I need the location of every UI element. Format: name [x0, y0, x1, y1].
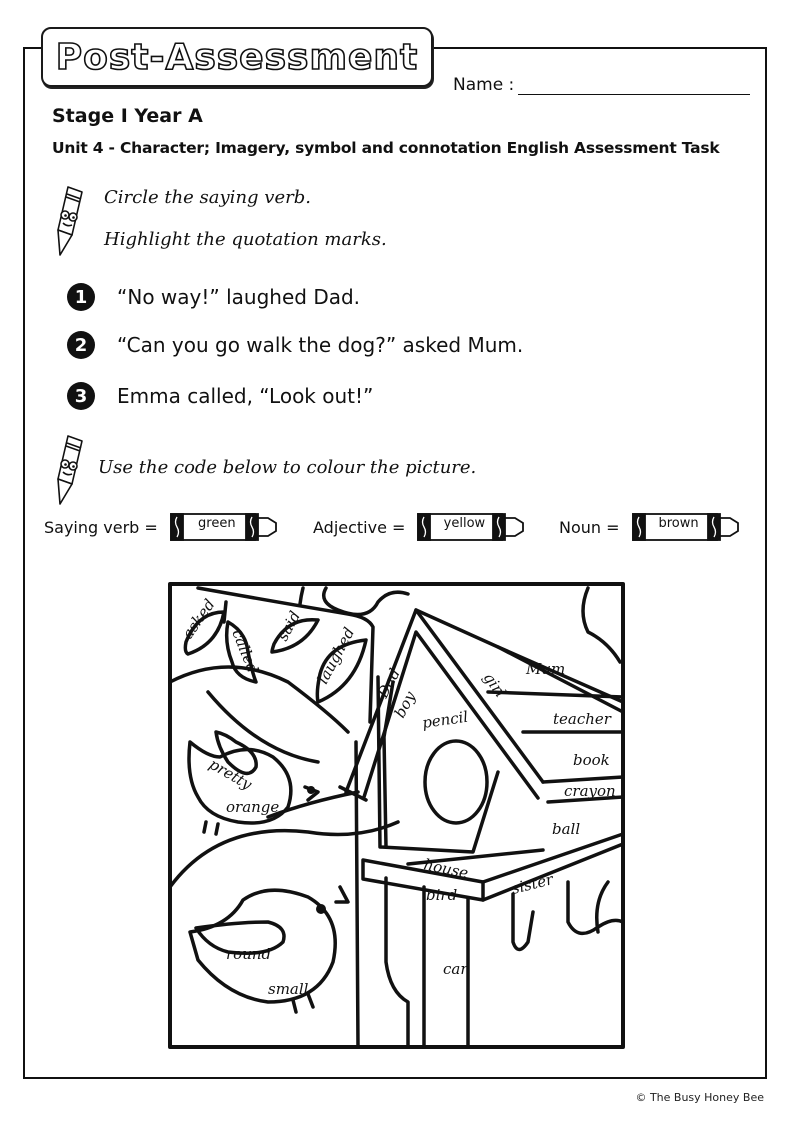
pencil-character-icon [48, 183, 90, 259]
question-sentence[interactable]: Emma called, “Look out!” [117, 384, 374, 408]
question-1 [67, 283, 360, 311]
question-number-badge: 1 [67, 283, 95, 311]
word-book: book [573, 751, 610, 769]
word-orange: orange [226, 798, 280, 816]
instruction-circle-verb: Circle the saying verb. [104, 187, 311, 208]
crayon-brown-icon [632, 512, 742, 542]
code-label: Noun = [559, 517, 620, 537]
word-said: said [273, 608, 305, 644]
stage-heading: Stage I Year A [52, 105, 203, 127]
name-label: Name : [453, 75, 515, 95]
colour-by-code-picture[interactable] [168, 582, 625, 1049]
word-pretty: pretty [206, 754, 255, 794]
word-sister: sister [509, 870, 555, 898]
word-house: house [422, 855, 470, 883]
word-round: round [226, 945, 272, 963]
unit-heading: Unit 4 - Character; Imagery, symbol and connotation English Assessment Task [52, 139, 720, 157]
crayon-green-icon [170, 512, 280, 542]
name-field[interactable] [518, 94, 750, 95]
question-3 [67, 382, 373, 410]
instruction-colour-picture: Use the code below to colour the picture. [98, 457, 477, 478]
question-sentence[interactable]: “No way!” laughed Dad. [117, 285, 361, 309]
question-2 [67, 331, 523, 359]
code-saying-verb [44, 512, 280, 542]
code-label: Saying verb = [44, 517, 158, 537]
code-noun [559, 512, 742, 542]
title-banner [41, 27, 433, 87]
word-laughed: laughed [313, 624, 359, 687]
word-pencil: pencil [421, 707, 470, 732]
word-asked: asked [178, 595, 219, 643]
question-number-badge: 2 [67, 331, 95, 359]
word-Dad: Dad [373, 665, 404, 701]
question-sentence[interactable]: “Can you go walk the dog?” asked Mum. [117, 333, 524, 357]
pencil-character-icon [48, 432, 90, 508]
word-called: called [228, 626, 262, 676]
crayon-yellow-icon [417, 512, 527, 542]
word-Mum: Mum [526, 660, 566, 678]
word-boy: boy [390, 688, 420, 721]
instruction-highlight-quotes: Highlight the quotation marks. [104, 229, 387, 250]
word-small: small [268, 980, 309, 998]
crayon-colour-label: green [198, 516, 236, 531]
code-adjective [313, 512, 527, 542]
code-label: Adjective = [313, 517, 406, 537]
word-ball: ball [552, 820, 581, 838]
word-car: car [443, 960, 468, 978]
word-crayon: crayon [564, 782, 616, 800]
word-girl: girl [479, 668, 510, 701]
question-number-badge: 3 [67, 382, 95, 410]
copyright-footer: © The Busy Honey Bee [635, 1091, 764, 1104]
word-teacher: teacher [553, 710, 611, 728]
crayon-colour-label: yellow [443, 516, 486, 531]
page-title: Post-Assessment [55, 36, 419, 78]
word-bird: bird [426, 886, 458, 904]
crayon-colour-label: brown [658, 516, 699, 531]
colour-code-legend [44, 512, 764, 548]
